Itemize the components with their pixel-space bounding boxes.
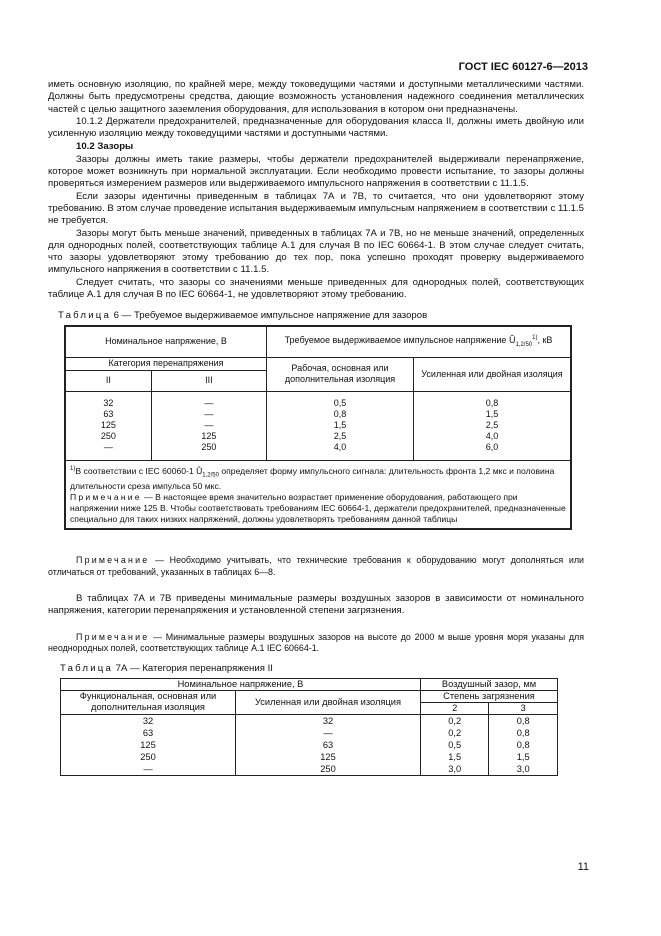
header-pollution-3: 3: [489, 702, 558, 714]
header-category: Категория перенапряжения: [65, 357, 267, 370]
paragraph: Зазоры должны иметь такие размеры, чтобы держатели предохранителей выдерживали перенапряжение, которое может возникнуть при нормальной эксплуатации. Если необходимо провести испытание, то зазоры должны проверяться измерением размеров или выдерживаемого импульсного напряжения в соответствии с 11.1.5.: [48, 153, 584, 190]
paragraph: иметь основную изоляцию, по крайней мере, между токоведущими частями и доступными металлическими частями. Должны быть предусмотрены средства, дающие возможность установления надежного соединения металлических частей с целью защитного заземления оборудования, для использования в котором они предназначены.: [48, 79, 584, 115]
page-body: [48, 79, 584, 776]
paragraph: Если зазоры идентичны приведенным в таблицах 7А и 7В, то считается, что они удовлетворяют этому требованию. В этом случае проведение испытания выдерживаемым импульсным напряжением в соответствии с 11.1.5 не требуется.: [48, 190, 584, 227]
header-nominal: Номинальное напряжение, В: [65, 326, 267, 358]
footnote-sup: 1): [70, 465, 76, 472]
paragraph: Следует считать, что зазоры со значениями меньше приведенных для однородных полей, соответствующих таблице А.1 для случая В по IEC 60664-1, не удовлетворяют этому требованию.: [48, 276, 584, 301]
header-required: [267, 326, 572, 358]
header-pollution: Степень загрязнения: [421, 690, 558, 702]
footnote-sub: 1,2/50: [202, 472, 219, 479]
table-note: [70, 492, 566, 525]
header-basic: Рабочая, основная или дополнительная изоляция: [267, 357, 414, 391]
table-7a-caption: [60, 663, 584, 675]
header-required-unit: , кВ: [537, 334, 553, 345]
header-required-sup: 1): [532, 334, 538, 341]
page-number: 11: [577, 861, 589, 873]
paragraph: 10.1.2 Держатели предохранителей, предназначенные для оборудования класса II, должны иметь двойную или усиленную изоляцию между токоведущими частями и доступными частями.: [48, 115, 584, 140]
header-required-text: Требуемое выдерживаемое импульсное напряжение Û: [284, 334, 516, 345]
table-7a: [60, 678, 558, 776]
table-6-footer: [65, 460, 571, 529]
col-cat-iii: — — — 125 250: [151, 391, 266, 460]
header-cat-iii: III: [151, 370, 266, 391]
note-text: — Необходимо учитывать, что технические требования к оборудованию могут дополняться или отличаться от требований, указанных в таблицах 6—8.: [48, 555, 584, 577]
header-pollution-2: 2: [421, 702, 489, 714]
header-basic: Функциональная, основная или дополнительная изоляция: [61, 690, 236, 714]
caption-label: Таблица: [58, 310, 112, 322]
header-air: Воздушный зазор, мм: [421, 678, 558, 690]
col-basic: 32 63 125 250 —: [61, 714, 236, 775]
col-basic: 0,5 0,8 1,5 2,5 4,0: [267, 391, 414, 460]
note-1: [48, 555, 584, 578]
paragraph: Зазоры могут быть меньше значений, приведенных в таблицах 7А и 7В, но не меньше значений, определенных для однородных полей, соответствующих таблице А.1 для случая В по IEC 60664-1. В этом случае следует считать, что зазоры удовлетворяют этому требованию до тех пор, пока успешно проходят проверку выдерживаемого импульсного напряжения в соответствии с 11.1.5.: [48, 227, 584, 276]
col-reinforced: 32 — 63 125 250: [236, 714, 421, 775]
col-pollution-3: 0,8 0,8 0,8 1,5 3,0: [489, 714, 558, 775]
table-6-caption: [58, 310, 584, 322]
caption-text: 7А — Категория перенапряжения II: [113, 663, 273, 675]
section-heading: 10.2 Зазоры: [76, 141, 134, 153]
note-label: Примечание: [70, 492, 142, 503]
footnote: [70, 464, 566, 493]
caption-text: 6 — Требуемое выдерживаемое импульсное напряжение для зазоров: [111, 310, 428, 322]
footnote-b: определяет форму импульсного сигнала: длительность фронта 1,2 мкс и половина длительности среза импульса 50 мкс.: [70, 465, 555, 492]
document-header: ГОСТ IEC 60127-6—2013: [458, 61, 588, 73]
header-required-sub: 1,2/50: [515, 341, 533, 348]
col-reinforced: 0,8 1,5 2,5 4,0 6,0: [414, 391, 572, 460]
col-pollution-2: 0,2 0,2 0,5 1,5 3,0: [421, 714, 489, 775]
note-label: Примечание: [76, 631, 150, 642]
note-text: — В настоящее время значительно возрастает применение оборудования, работающего при напряжении ниже 125 В. Чтобы соответствовать требованиям IEC 60664-1, держатели предохранителей, предназначенные специально для таких низких напряжений, должны удовлетворять требованиям данной таблицы: [70, 492, 566, 525]
header-cat-ii: II: [65, 370, 151, 391]
header-reinforced: Усиленная или двойная изоляция: [236, 690, 421, 714]
note-2: [48, 632, 584, 655]
header-nominal: Номинальное напряжение, В: [61, 678, 421, 690]
note-label: Примечание: [76, 555, 150, 566]
footnote-a: В соответствии с IEC 60060-1 Û: [75, 465, 203, 476]
caption-label: Таблица: [60, 663, 114, 675]
table-6: [64, 325, 572, 531]
col-cat-ii: 32 63 125 250 —: [65, 391, 151, 460]
header-reinforced: Усиленная или двойная изоляция: [414, 357, 572, 391]
paragraph: В таблицах 7А и 7В приведены минимальные размеры воздушных зазоров в зависимости от номинального напряжения, категории перенапряжения и установленной степени загрязнения.: [48, 593, 584, 617]
note-text: — Минимальные размеры воздушных зазоров на высоте до 2000 м выше уровня моря указаны для неоднородных полей, соответствующих таблице А.1 IEC 60664-1.: [48, 631, 584, 654]
